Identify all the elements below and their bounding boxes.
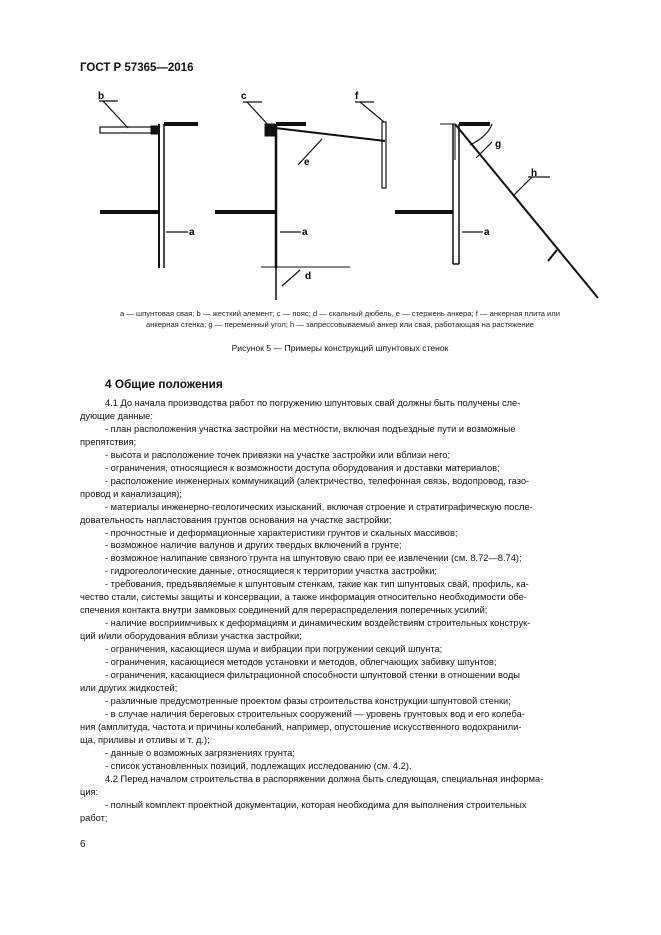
body-text bbox=[80, 397, 585, 824]
text-line: - материалы инженерно-геологических изысканий, включая строение и стратиграфическую после- bbox=[105, 501, 533, 512]
text-line: ния (амплитуда, частота и причины колебаний, например, опустошение искусственного водохранили- bbox=[80, 721, 522, 732]
text-line: довательность напластования грунтов основания на участке застройки; bbox=[80, 514, 392, 525]
text-line: работ; bbox=[80, 812, 108, 823]
text-line: - возможное наличие валунов и других твердых включений в грунте; bbox=[105, 540, 402, 551]
text-line: провод и канализация); bbox=[80, 488, 182, 499]
text-line: - расположение инженерных коммуникаций (электричество, телефонная связь, водопровод, газо- bbox=[105, 475, 530, 486]
page-number: 6 bbox=[80, 839, 86, 850]
text-line: чество стали, системы защиты и консервации, а также информация относительно необходимости обе- bbox=[80, 592, 527, 603]
label-e: e bbox=[304, 157, 310, 168]
label-a: a bbox=[302, 227, 308, 238]
text-line: - прочностные и деформационные характеристики грунтов и скальных массивов; bbox=[105, 527, 458, 538]
label-a: a bbox=[189, 227, 195, 238]
text-line: - в случае наличия береговых строительных сооружений — уровень грунтовых вод и его колеба- bbox=[105, 708, 525, 719]
text-line: - ограничения, касающиеся фильтрационной способности шпунтовой стенки в отношении воды bbox=[105, 670, 520, 681]
pressed-anchor bbox=[455, 124, 598, 298]
text-line: - гидрогеологические данные, относящиеся к территории участка застройки; bbox=[105, 566, 437, 577]
text-line: - требования, предъявляемые к шпунтовым стенкам, такие как тип шпунтовых свай, профиль, ка- bbox=[105, 579, 529, 590]
label-d: d bbox=[305, 271, 312, 282]
text-line: препятствия; bbox=[80, 436, 137, 447]
document-header: ГОСТ Р 57365—2016 bbox=[80, 62, 194, 74]
legend-line: анкерная стенка; g — переменный угол; h — запрессовываемый анкер или свая, работающая на растяжение bbox=[145, 320, 535, 329]
label-b: b bbox=[98, 91, 105, 102]
label-g: g bbox=[495, 139, 502, 150]
text-line: - список установленных позиций, подлежащих исследованию (см. 4.2). bbox=[105, 760, 412, 771]
waler bbox=[265, 124, 275, 136]
label-a: a bbox=[484, 227, 490, 238]
text-line: 4.2 Перед началом строительства в распоряжении должна быть следующая, специальная информа- bbox=[105, 773, 544, 784]
label-f: f bbox=[355, 91, 359, 102]
figure-legend bbox=[80, 308, 600, 330]
sheet-pile-figure bbox=[0, 0, 661, 310]
text-line: спечения контакта внутри замковых соединений для перераспределения поперечных усилий; bbox=[80, 605, 488, 616]
anchor-rod bbox=[275, 128, 385, 141]
text-line: дующие данные: bbox=[80, 410, 153, 421]
text-line: - план расположения участка застройки на местности, включая подъездные пути и возможные bbox=[105, 423, 516, 434]
rigid-element bbox=[100, 127, 152, 133]
text-line: - высота и расположение точек привязки на участке застройки или вблизи него; bbox=[105, 449, 451, 460]
text-line: - наличие восприимчивых к деформациям и динамическим воздействиям строительных конструк- bbox=[105, 618, 531, 629]
anchor-plate bbox=[382, 122, 386, 188]
text-line: или других жидкостей; bbox=[80, 682, 178, 693]
text-line: ций и/или оборудования вблизи участка застройки; bbox=[80, 631, 302, 642]
text-line: - полный комплект проектной документации, которая необходима для выполнения строительных bbox=[105, 799, 527, 810]
figure-caption: Рисунок 5 — Примеры конструкций шпунтовых стенок bbox=[231, 343, 449, 353]
text-line: - данные о возможных загрязнениях грунта; bbox=[105, 747, 295, 758]
text-line: - ограничения, касающиеся шума и вибрации при погружении секций шпунта; bbox=[105, 644, 443, 655]
text-line: - ограничения, касающиеся методов установки и методов, облегчающих забивку шпунтов; bbox=[105, 657, 497, 668]
text-line: - возможное налипание связного грунта на шпунтовую сваю при ее извлечении (см. 8.72—8.74); bbox=[105, 553, 522, 564]
text-line: - различные предусмотренные проектом фазы строительства конструкции шпунтовой стенки; bbox=[105, 695, 511, 706]
section-title: 4 Общие положения bbox=[105, 377, 223, 391]
label-c: c bbox=[241, 91, 247, 102]
text-line: ция: bbox=[80, 786, 99, 797]
label-h: h bbox=[531, 168, 538, 179]
variable-angle-arc bbox=[470, 124, 492, 145]
text-line: 4.1 До начала производства работ по погружению шпунтовых свай должны быть получены сле- bbox=[105, 398, 521, 408]
text-line: ща, приливы и отливы и т. д.); bbox=[80, 734, 210, 745]
legend-line: a — шпунтовая свая; b — жесткий элемент; c — пояс; d — скальный дюбель, e — стержень анкера; f — анкерная плита или bbox=[120, 309, 560, 318]
text-line: - ограничения, относящиеся к возможности доступа оборудования и доставки материалов; bbox=[105, 462, 500, 473]
